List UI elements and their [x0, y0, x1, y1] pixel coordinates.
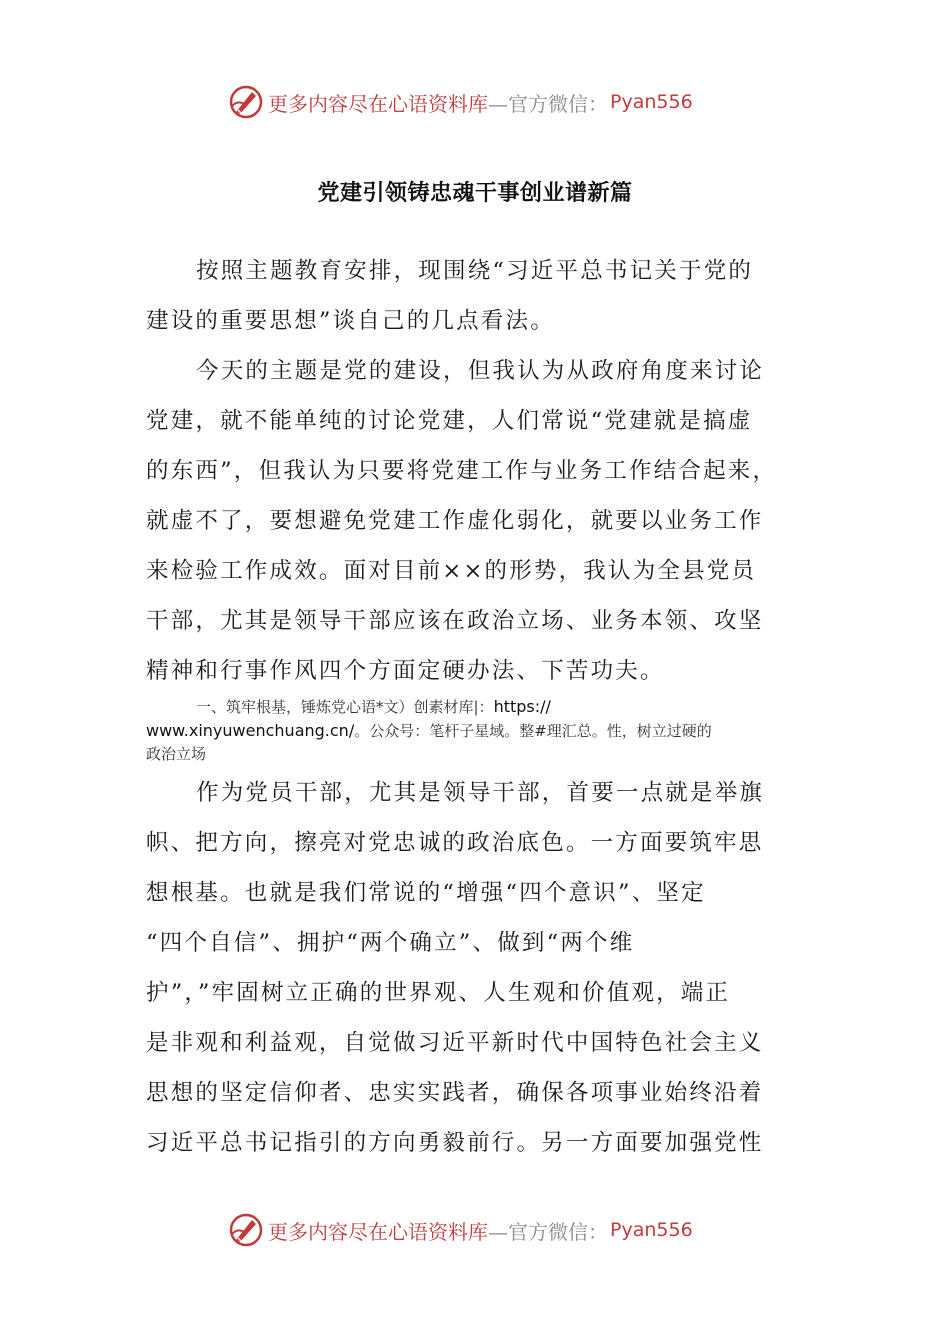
text-line: “四个自信”、拥护“两个确立”、做到“两个维: [146, 930, 635, 956]
text-line: 作为党员干部，尤其是领导干部，首要一点就是举旗: [196, 780, 765, 806]
text-line: 护”，”牢固树立正确的世界观、人生观和价值观，端正: [146, 980, 731, 1006]
text-line: 来检验工作成效。面对目前××的形势，我认为全县党员: [146, 558, 757, 584]
subhead-url-domain: www.xinyuwenchuang.cn/: [146, 721, 355, 740]
subhead-text: 。公众号：笔杆子星域。整#理汇总。性，树立过硬的: [354, 722, 712, 740]
banner-main-text: 更多内容尽在心语资料库: [268, 1219, 488, 1244]
text-line: 党建，就不能单纯的讨论党建，人们常说“党建就是搞虚: [146, 408, 753, 434]
text-line: 的东西”，但我认为只要将党建工作与业务工作结合起来，: [146, 458, 778, 484]
text-line: 帜、把方向，擦亮对党忠诚的政治底色。一方面要筑牢思: [146, 830, 764, 856]
banner-sub-text: —官方微信：: [488, 91, 608, 116]
banner-main-text: 更多内容尽在心语资料库: [268, 91, 488, 116]
header-watermark-banner: [0, 82, 950, 122]
text-line: 想根基。也就是我们常说的“增强“四个意识”、坚定: [146, 880, 706, 906]
subhead-url-part: https://: [493, 697, 551, 716]
text-line: 今天的主题是党的建设，但我认为从政府角度来讨论: [196, 358, 765, 384]
pen-logo-icon: [228, 84, 264, 120]
text-line: 就虚不了，要想避免党建工作虚化弱化，就要以业务工作: [146, 508, 764, 534]
banner-wechat-id: Pyan556: [610, 91, 693, 113]
subhead-text: 政治立场: [146, 745, 207, 763]
text-line: 是非观和利益观，自觉做习近平新时代中国特色社会主义: [146, 1030, 764, 1056]
pen-logo-icon: [228, 1212, 264, 1248]
text-line: 建设的重要思想”谈自己的几点看法。: [146, 308, 555, 334]
text-line: 思想的坚定信仰者、忠实实践者，确保各项事业始终沿着: [146, 1080, 764, 1106]
subhead-text: 一、筑牢根基，锤炼党心语*文）创素材库|：: [196, 698, 494, 716]
text-line: 精神和行事作风四个方面定硬办法、下苦功夫。: [146, 658, 665, 684]
document-title: 党建引领铸忠魂干事创业谱新篇: [317, 181, 633, 206]
text-line: 按照主题教育安排，现围绕“习近平总书记关于党的: [196, 258, 754, 284]
banner-sub-text: —官方微信：: [488, 1219, 608, 1244]
text-line: 干部，尤其是领导干部应该在政治立场、业务本领、攻坚: [146, 608, 764, 634]
banner-wechat-id: Pyan556: [610, 1219, 693, 1241]
footer-watermark-banner: [0, 1210, 950, 1250]
text-line: 习近平总书记指引的方向勇毅前行。另一方面要加强党性: [146, 1130, 764, 1156]
